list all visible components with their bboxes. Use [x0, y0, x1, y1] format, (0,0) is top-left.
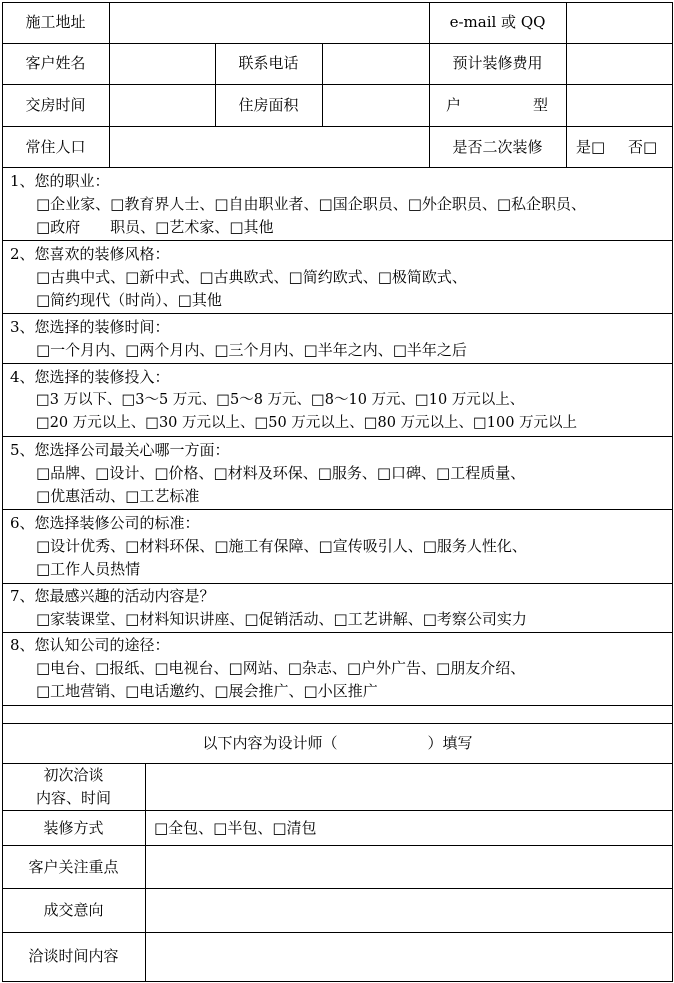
question-5-title: 5、您选择公司最关心哪一方面：	[10, 441, 230, 459]
initial-talk-label-line-2: 内容、时间	[35, 789, 111, 807]
customer-focus-label: 客户关注重点	[28, 858, 119, 876]
initial-talk-label-line-1: 初次洽谈	[43, 766, 104, 784]
renovation-method-label: 装修方式	[43, 819, 104, 837]
question-6-title: 6、您选择装修公司的标准：	[10, 514, 200, 532]
question-4-options-line-1[interactable]: □3 万以下、□3～5 万元、□5～8 万元、□8～10 万元、□10 万元以上、	[36, 392, 525, 408]
renovation-method-options[interactable]: □全包、□半包、□清包	[154, 819, 317, 837]
question-8-options-line-2[interactable]: □工地营销、□电话邀约、□展会推广、□小区推广	[36, 682, 378, 700]
question-1-options-line-1[interactable]: □企业家、□教育界人士、□自由职业者、□国企职员、□外企职员、□私企职员、	[36, 195, 587, 213]
talk-content-label: 洽谈时间内容	[28, 947, 119, 965]
designer-section-header: 以下内容为设计师（ ）填写	[202, 734, 473, 752]
second-renovation-label: 是否二次装修	[452, 138, 543, 156]
question-4-options-line-2[interactable]: □20 万元以上、□30 万元以上、□50 万元以上、□80 万元以上、□100 万元以上	[36, 415, 578, 431]
house-type-label	[446, 96, 548, 114]
site-address-label: 施工地址	[25, 13, 86, 31]
question-3-options-line-1[interactable]: □一个月内、□两个月内、□三个月内、□半年之内、□半年之后	[36, 341, 467, 359]
question-1-options-line-2[interactable]: □政府 职员、□艺术家、□其他	[36, 218, 274, 236]
house-type-label-part-1: 户	[446, 96, 462, 114]
question-5-options-line-2[interactable]: □优惠活动、□工艺标准	[36, 487, 200, 505]
customer-name-label: 客户姓名	[25, 54, 86, 72]
deal-intent-label: 成交意向	[43, 901, 104, 919]
question-7-title: 7、您最感兴趣的活动内容是？	[10, 587, 215, 605]
no-checkbox[interactable]: 否□	[628, 138, 658, 156]
question-6-options-line-2[interactable]: □工作人员热情	[36, 560, 141, 578]
question-7-options-line-1[interactable]: □家装课堂、□材料知识讲座、□促销活动、□工艺讲解、□考察公司实力	[36, 610, 527, 628]
budget-label: 预计装修费用	[452, 54, 543, 72]
house-area-label: 住房面积	[238, 96, 299, 114]
question-5-options-line-1[interactable]: □品牌、□设计、□价格、□材料及环保、□服务、□口碑、□工程质量、	[36, 464, 526, 482]
question-8-title: 8、您认知公司的途径：	[10, 636, 170, 654]
residents-label: 常住人口	[25, 138, 86, 156]
yes-checkbox[interactable]: 是□	[576, 138, 606, 156]
email-qq-label: e-mail 或 QQ	[449, 13, 546, 31]
question-8-options-line-1[interactable]: □电台、□报纸、□电视台、□网站、□杂志、□户外广告、□朋友介绍、	[36, 659, 526, 677]
question-2-options-line-2[interactable]: □简约现代（时尚）、□其他	[36, 291, 222, 309]
question-2-title: 2、您喜欢的装修风格：	[10, 245, 170, 263]
phone-label: 联系电话	[238, 54, 299, 72]
question-2-options-line-1[interactable]: □古典中式、□新中式、□古典欧式、□简约欧式、□极简欧式、	[36, 268, 467, 286]
question-1-title: 1、您的职业：	[10, 172, 110, 190]
question-4-title: 4、您选择的装修投入：	[10, 368, 170, 386]
handover-time-label: 交房时间	[25, 96, 86, 114]
question-3-title: 3、您选择的装修时间：	[10, 318, 170, 336]
house-type-label-part-2: 型	[532, 96, 548, 114]
question-6-options-line-1[interactable]: □设计优秀、□材料环保、□施工有保障、□宣传吸引人、□服务人性化、	[36, 537, 527, 555]
